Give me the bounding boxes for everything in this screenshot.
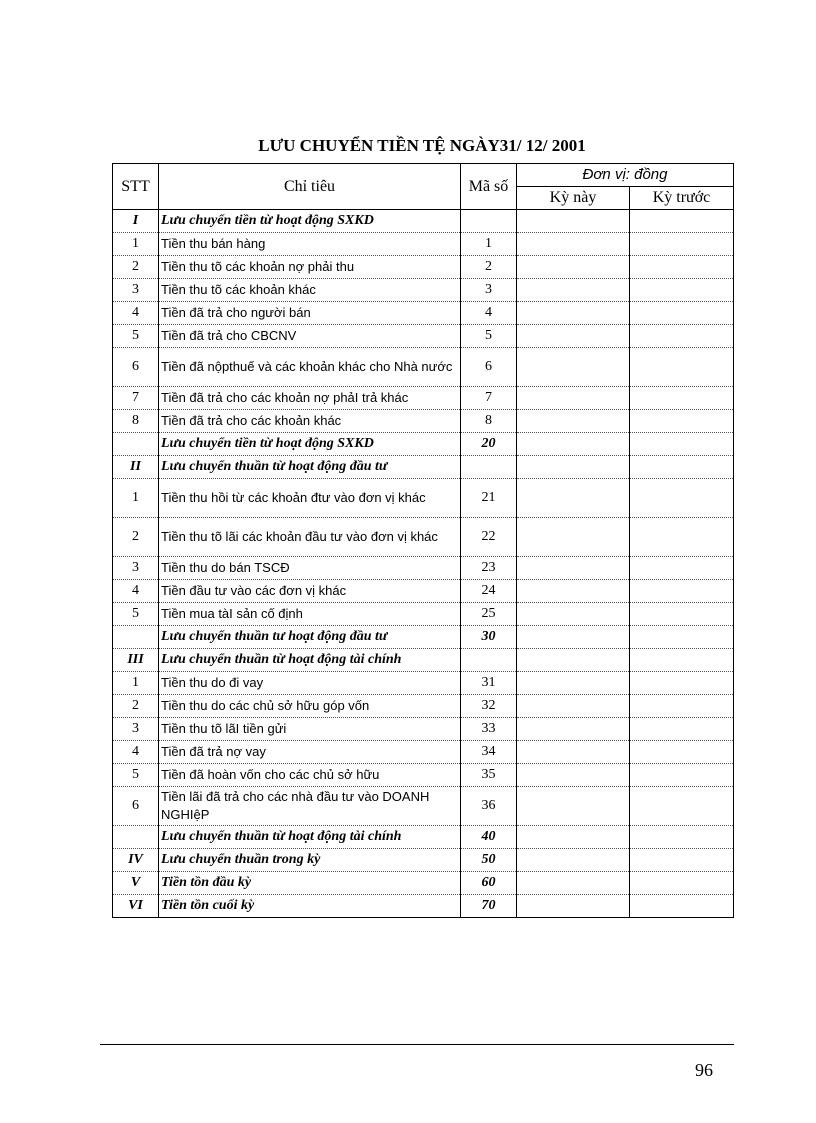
row-label: Tiền thu tõ các khoản khác [159, 279, 461, 302]
row-label: Lưu chuyển thuần từ hoạt động đầu tư [159, 456, 461, 479]
row-ky-truoc [630, 433, 734, 456]
row-ky-truoc [630, 479, 734, 518]
row-label: Lưu chuyển thuần trong kỳ [159, 849, 461, 872]
row-ky-nay [517, 672, 630, 695]
row-code [461, 649, 517, 672]
row-label: Tiền đã trả cho các khoản nợ phảI trả khác [159, 387, 461, 410]
page-title: LƯU CHUYỂN TIỀN TỆ NGÀY31/ 12/ 2001 [258, 136, 586, 155]
table-row [113, 233, 734, 256]
row-ky-truoc [630, 302, 734, 325]
table-row [113, 649, 734, 672]
row-ky-nay [517, 787, 630, 826]
row-code: 40 [461, 826, 517, 849]
row-stt: 7 [113, 387, 159, 410]
table-row [113, 695, 734, 718]
row-label: Tiền thu tõ lãI tiền gửi [159, 718, 461, 741]
header-stt: STT [113, 164, 159, 210]
row-ky-truoc [630, 626, 734, 649]
table-row [113, 325, 734, 348]
table-row [113, 518, 734, 557]
row-ky-truoc [630, 849, 734, 872]
row-stt [113, 433, 159, 456]
row-ky-truoc [630, 695, 734, 718]
row-ky-truoc [630, 741, 734, 764]
row-ky-truoc [630, 387, 734, 410]
row-code: 60 [461, 872, 517, 895]
row-ky-nay [517, 348, 630, 387]
row-stt: VI [113, 895, 159, 918]
row-stt: 3 [113, 279, 159, 302]
row-label: Lưu chuyển tiền từ hoạt động SXKD [159, 210, 461, 233]
row-code: 5 [461, 325, 517, 348]
header-chi-tieu: Chỉ tiêu [159, 164, 461, 210]
header-ky-nay: Kỳ này [517, 187, 630, 210]
row-stt: V [113, 872, 159, 895]
table-row [113, 603, 734, 626]
table-row [113, 348, 734, 387]
row-code: 23 [461, 557, 517, 580]
row-code: 50 [461, 849, 517, 872]
row-ky-truoc [630, 518, 734, 557]
table-row [113, 387, 734, 410]
row-code: 31 [461, 672, 517, 695]
row-ky-truoc [630, 256, 734, 279]
row-ky-truoc [630, 764, 734, 787]
table-row [113, 872, 734, 895]
row-label: Tiền đã trả cho CBCNV [159, 325, 461, 348]
table-row [113, 580, 734, 603]
row-ky-nay [517, 210, 630, 233]
table-row [113, 410, 734, 433]
row-ky-truoc [630, 325, 734, 348]
row-ky-truoc [630, 279, 734, 302]
row-ky-nay [517, 518, 630, 557]
table-row [113, 764, 734, 787]
row-stt: 2 [113, 256, 159, 279]
row-ky-nay [517, 849, 630, 872]
row-code [461, 210, 517, 233]
row-code: 22 [461, 518, 517, 557]
row-stt: 4 [113, 741, 159, 764]
row-code: 7 [461, 387, 517, 410]
row-ky-truoc [630, 348, 734, 387]
row-stt: 3 [113, 557, 159, 580]
row-code: 35 [461, 764, 517, 787]
row-ky-nay [517, 387, 630, 410]
row-ky-nay [517, 233, 630, 256]
row-stt: 2 [113, 695, 159, 718]
row-ky-nay [517, 325, 630, 348]
row-stt: 2 [113, 518, 159, 557]
row-ky-truoc [630, 826, 734, 849]
row-ky-nay [517, 456, 630, 479]
row-code: 33 [461, 718, 517, 741]
row-code: 32 [461, 695, 517, 718]
table-row [113, 256, 734, 279]
row-stt: 1 [113, 479, 159, 518]
cash-flow-table [112, 163, 734, 918]
row-code: 4 [461, 302, 517, 325]
row-label: Tiền thu hồi từ các khoản đtư vào đơn vị khác [159, 479, 461, 518]
row-ky-truoc [630, 672, 734, 695]
row-stt: I [113, 210, 159, 233]
header-unit: Đơn vị: đồng [517, 164, 734, 187]
row-label: Lưu chuyển thuần từ hoạt động tài chính [159, 826, 461, 849]
row-label: Tiền thu tõ các khoản nợ phải thu [159, 256, 461, 279]
row-label: Tiền thu do đi vay [159, 672, 461, 695]
row-code: 1 [461, 233, 517, 256]
row-ky-nay [517, 649, 630, 672]
row-label: Tiền thu tõ lãi các khoản đầu tư vào đơn vị khác [159, 518, 461, 557]
row-code: 8 [461, 410, 517, 433]
row-label: Tiền đầu tư vào các đơn vị khác [159, 580, 461, 603]
row-label: Lưu chuyển thuần từ hoạt động tài chính [159, 649, 461, 672]
row-label: Lưu chuyển tiền từ hoạt động SXKD [159, 433, 461, 456]
table-row [113, 826, 734, 849]
row-ky-nay [517, 479, 630, 518]
table-row [113, 741, 734, 764]
header-ma-so: Mã số [461, 164, 517, 210]
row-label: Tiền đã nộpthuế và các khoản khác cho Nhà nước [159, 348, 461, 387]
row-label: Lưu chuyển thuần tư hoạt động đầu tư [159, 626, 461, 649]
row-stt: II [113, 456, 159, 479]
row-label: Tiền tồn đầu kỳ [159, 872, 461, 895]
row-ky-truoc [630, 787, 734, 826]
row-stt: 4 [113, 580, 159, 603]
row-stt: 1 [113, 233, 159, 256]
row-code: 6 [461, 348, 517, 387]
row-ky-nay [517, 895, 630, 918]
row-stt: 4 [113, 302, 159, 325]
row-ky-truoc [630, 410, 734, 433]
row-code: 34 [461, 741, 517, 764]
row-label: Tiền thu bán hàng [159, 233, 461, 256]
row-label: Tiền mua tàI sản cố định [159, 603, 461, 626]
row-ky-truoc [630, 718, 734, 741]
row-stt: 8 [113, 410, 159, 433]
row-ky-truoc [630, 603, 734, 626]
table-row [113, 302, 734, 325]
row-stt: III [113, 649, 159, 672]
row-ky-nay [517, 279, 630, 302]
row-ky-nay [517, 256, 630, 279]
table-row [113, 718, 734, 741]
table-row [113, 849, 734, 872]
row-stt: 5 [113, 325, 159, 348]
row-ky-nay [517, 302, 630, 325]
row-ky-truoc [630, 895, 734, 918]
row-ky-nay [517, 580, 630, 603]
table-row [113, 895, 734, 918]
row-stt [113, 626, 159, 649]
row-ky-nay [517, 764, 630, 787]
table-row [113, 557, 734, 580]
row-label: Tiền đã trả cho các khoản khác [159, 410, 461, 433]
row-ky-nay [517, 718, 630, 741]
row-label: Tiền lãi đã trả cho các nhà đầu tư vào DOANH NGHIệP [159, 787, 461, 826]
row-code [461, 456, 517, 479]
table-row [113, 787, 734, 826]
row-stt: 5 [113, 603, 159, 626]
row-code: 3 [461, 279, 517, 302]
row-code: 36 [461, 787, 517, 826]
row-ky-nay [517, 603, 630, 626]
row-stt: 6 [113, 348, 159, 387]
table-row [113, 479, 734, 518]
row-ky-nay [517, 433, 630, 456]
row-ky-nay [517, 872, 630, 895]
row-stt [113, 826, 159, 849]
row-ky-truoc [630, 233, 734, 256]
row-label: Tiền đã trả nợ vay [159, 741, 461, 764]
table-row [113, 279, 734, 302]
row-label: Tiền tồn cuối kỳ [159, 895, 461, 918]
table-body [113, 210, 734, 918]
row-ky-nay [517, 626, 630, 649]
row-label: Tiền thu do bán TSCĐ [159, 557, 461, 580]
footer-rule [100, 1044, 734, 1045]
row-ky-truoc [630, 649, 734, 672]
row-ky-nay [517, 557, 630, 580]
header-ky-truoc: Kỳ trước [630, 187, 734, 210]
row-stt: 3 [113, 718, 159, 741]
row-label: Tiền đã trả cho người bán [159, 302, 461, 325]
table-row [113, 626, 734, 649]
row-ky-nay [517, 410, 630, 433]
row-stt: 5 [113, 764, 159, 787]
row-code: 21 [461, 479, 517, 518]
table-row [113, 672, 734, 695]
row-ky-nay [517, 695, 630, 718]
row-ky-truoc [630, 557, 734, 580]
row-stt: IV [113, 849, 159, 872]
row-code: 20 [461, 433, 517, 456]
row-ky-nay [517, 741, 630, 764]
row-ky-truoc [630, 210, 734, 233]
row-label: Tiền đã hoàn vốn cho các chủ sở hữu [159, 764, 461, 787]
page-number: 96 [695, 1060, 713, 1080]
table-row [113, 210, 734, 233]
row-label: Tiền thu do các chủ sở hữu góp vốn [159, 695, 461, 718]
row-ky-nay [517, 826, 630, 849]
table-row [113, 433, 734, 456]
row-stt: 1 [113, 672, 159, 695]
row-stt: 6 [113, 787, 159, 826]
row-ky-truoc [630, 456, 734, 479]
row-ky-truoc [630, 580, 734, 603]
row-code: 2 [461, 256, 517, 279]
row-ky-truoc [630, 872, 734, 895]
row-code: 25 [461, 603, 517, 626]
row-code: 24 [461, 580, 517, 603]
table-row [113, 456, 734, 479]
row-code: 70 [461, 895, 517, 918]
row-code: 30 [461, 626, 517, 649]
